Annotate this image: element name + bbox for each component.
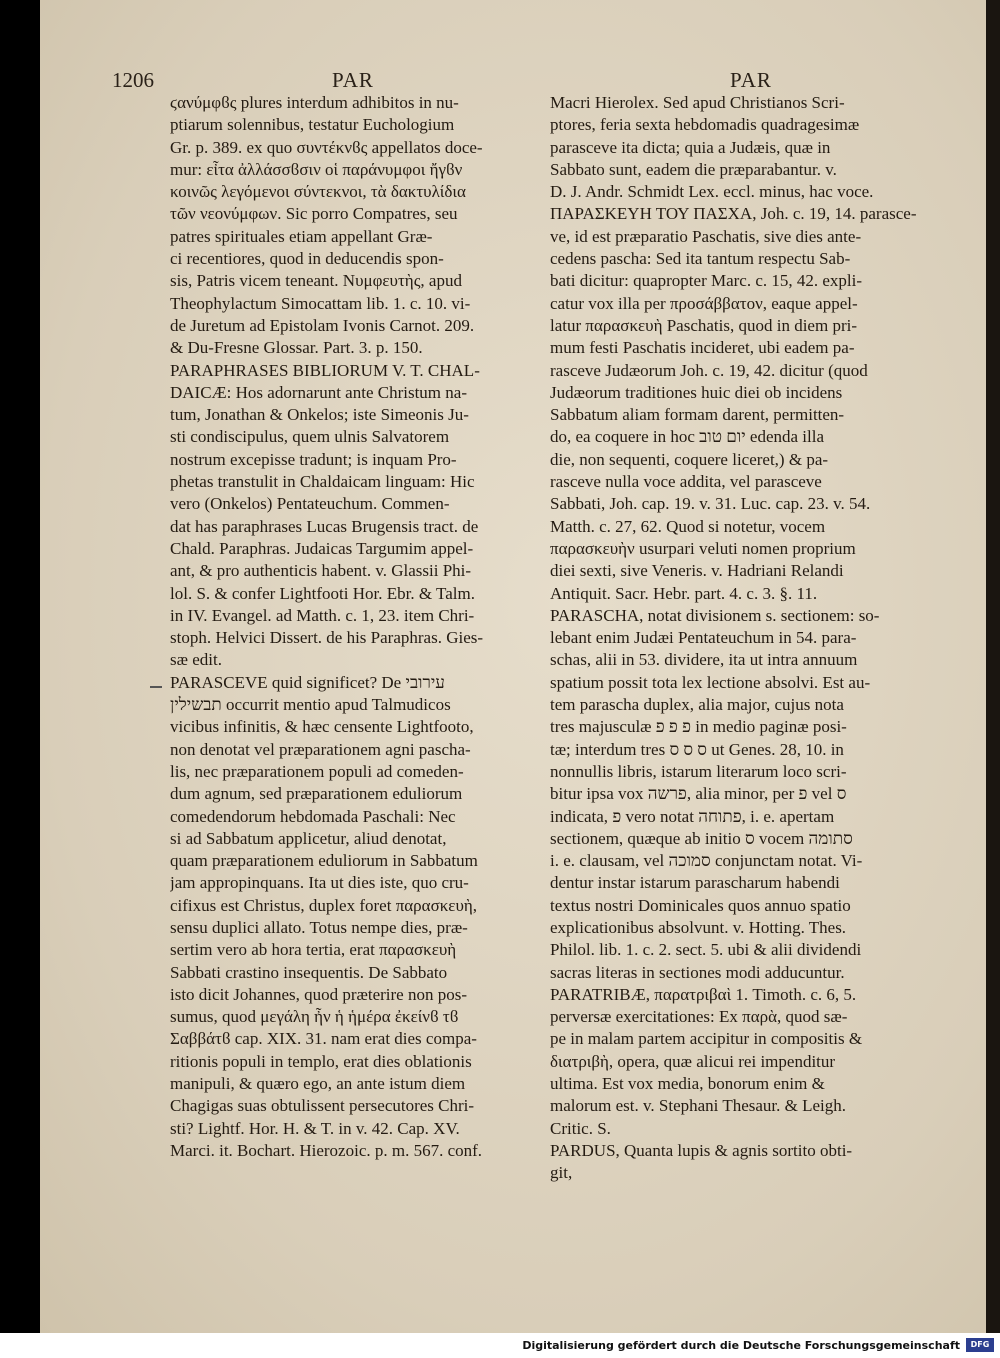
text-line: tum, Jonathan & Onkelos; iste Simeonis Ju- bbox=[170, 405, 469, 425]
text-line: i. e. clausam, vel סמוכה conjunctam notat. Vi- bbox=[550, 851, 863, 871]
book-page bbox=[40, 0, 986, 1333]
footer-bar bbox=[0, 1333, 1000, 1358]
text-line: Philol. lib. 1. c. 2. sect. 5. ubi & alii dividendi bbox=[550, 940, 862, 960]
text-line: ci recentiores, quod in deducendis spon- bbox=[170, 249, 444, 269]
text-line: jam appropinquans. Ita ut dies iste, quo cru- bbox=[170, 873, 469, 893]
text-line: Chald. Paraphras. Judaicas Targumim appel- bbox=[170, 538, 474, 558]
text-line: lebant enim Judæi Pentateuchum in 54. para- bbox=[550, 628, 857, 648]
text-line: malorum est. v. Stephani Thesaur. & Leigh. bbox=[550, 1096, 847, 1116]
text-line: ΠΑΡΑΣΚΕΥΗ ΤΟΥ ΠΑΣΧΑ, Joh. c. 19, 14. parasce- bbox=[550, 204, 917, 224]
text-line: DAICÆ: Hos adornarunt ante Christum na- bbox=[170, 382, 467, 402]
text-line: cifixus est Christus, duplex foret παρασκευὴ, bbox=[170, 895, 477, 915]
text-line: sumus, quod μεγάλη ἦν ἡ ἡμέρα ἐκείνϐ τϐ bbox=[170, 1007, 459, 1027]
text-line: & Du-Fresne Glossar. Part. 3. p. 150. bbox=[170, 338, 423, 358]
text-line: תבשילין occurrit mentio apud Talmudicos bbox=[170, 695, 451, 715]
text-line: rasceve Judæorum Joh. c. 19, 42. dicitur (quod bbox=[550, 360, 868, 380]
text-line: sensu duplici allato. Totus nempe dies, præ- bbox=[170, 917, 468, 937]
text-line: Marci. it. Bochart. Hierozoic. p. m. 567. conf. bbox=[170, 1140, 483, 1160]
left-column bbox=[170, 92, 555, 1162]
text-line: PARAPHRASES BIBLIORUM V. T. CHAL- bbox=[170, 360, 480, 380]
text-line: Sabbatum aliam formam darent, permitten- bbox=[550, 405, 845, 425]
text-line: die, non sequenti, coquere liceret,) & pa- bbox=[550, 449, 829, 469]
text-line: D. J. Andr. Schmidt Lex. eccl. minus, hac voce. bbox=[550, 182, 874, 202]
text-line: phetas transtulit in Chaldaicam linguam: Hic bbox=[170, 472, 475, 492]
text-line: Sabbati crastino insequentis. De Sabbato bbox=[170, 962, 448, 982]
text-line: bati dicitur: quapropter Marc. c. 15, 42. expli- bbox=[550, 271, 863, 291]
text-line: sti condiscipulus, quem ulnis Salvatorem bbox=[170, 427, 450, 447]
text-line: nonnullis libris, istarum literarum loco scri- bbox=[550, 761, 847, 781]
text-line: Judæorum traditiones huic diei ob incidens bbox=[550, 382, 843, 402]
text-line: Chagigas suas obtulissent persecutores Chri- bbox=[170, 1096, 475, 1116]
text-line: isto dicit Johannes, quod præterire non pos- bbox=[170, 984, 467, 1004]
text-line: Critic. S. bbox=[550, 1118, 611, 1138]
text-line: Theophylactum Simocattam lib. 1. c. 10. vi- bbox=[170, 293, 471, 313]
text-line: PARASCEVE quid significet? De עירובי bbox=[170, 672, 445, 692]
text-line: dum agnum, sed præparationem eduliorum bbox=[170, 784, 463, 804]
text-line: sis, Patris vicem teneant. Νυμφευτὴς, apud bbox=[170, 271, 462, 291]
text-line: sertim vero ab hora tertia, erat παρασκευὴ bbox=[170, 940, 457, 960]
text-line: pe in malam partem accipitur in compositis & bbox=[550, 1029, 863, 1049]
text-line: nostrum excepisse tradunt; is inquam Pro- bbox=[170, 449, 457, 469]
text-line: Sabbato sunt, eadem die præparabantur. v. bbox=[550, 159, 837, 179]
text-line: Sabbati, Joh. cap. 19. v. 31. Luc. cap. 23. v. 54. bbox=[550, 494, 871, 514]
text-line: do, ea coquere in hoc יום טוב edenda illa bbox=[550, 427, 825, 447]
text-line: ritionis populi in templo, erat dies oblationis bbox=[170, 1051, 472, 1071]
text-line: spatium possit tota lex lectione absolvi. Est au- bbox=[550, 672, 871, 692]
text-line: sæ edit. bbox=[170, 650, 222, 670]
text-line: dentur instar istarum parascharum habendi bbox=[550, 873, 840, 893]
text-line: ptiarum solennibus, testatur Euchologium bbox=[170, 115, 455, 135]
text-line: ultima. Est vox media, bonorum enim & bbox=[550, 1074, 825, 1094]
text-line: sacras literas in sectiones modi adducuntur. bbox=[550, 962, 845, 982]
text-line: latur παρασκευὴ Paschatis, quod in diem pri- bbox=[550, 315, 857, 335]
text-line: cedens pascha: Sed ita tantum respectu Sab- bbox=[550, 249, 851, 269]
text-line: mum festi Paschatis incideret, ubi eadem pa- bbox=[550, 338, 855, 358]
text-line: parasceve ita dicta; quia a Judæis, quæ in bbox=[550, 137, 831, 157]
text-line: comedendorum hebdomada Paschali: Nec bbox=[170, 806, 456, 826]
text-line: tres majusculæ פ פ פ in medio paginæ posi- bbox=[550, 717, 847, 737]
text-line: git, bbox=[550, 1163, 573, 1183]
text-line: lis, nec præparationem populi ad comeden- bbox=[170, 761, 464, 781]
text-line: diei sexti, sive Veneris. v. Hadriani Relandi bbox=[550, 561, 844, 581]
text-line: PARATRIBÆ, παρατριβαὶ 1. Timoth. c. 6, 5. bbox=[550, 984, 857, 1004]
footer-credit: Digitalisierung gefördert durch die Deutsche Forschungsgemeinschaft bbox=[522, 1339, 960, 1352]
text-line: vero (Onkelos) Pentateuchum. Commen- bbox=[170, 494, 450, 514]
text-line: PARASCHA, notat divisionem s. sectionem: so- bbox=[550, 605, 880, 625]
text-line: explicationibus absolvunt. v. Hotting. Thes. bbox=[550, 917, 847, 937]
text-line: rasceve nulla voce addita, vel parasceve bbox=[550, 472, 822, 492]
page-number: 1206 bbox=[112, 68, 154, 92]
text-line: si ad Sabbatum applicetur, aliud denotat, bbox=[170, 828, 447, 848]
text-line: vicibus infinitis, & hæc censente Lightfooto, bbox=[170, 717, 474, 737]
text-line: παρασκευὴν usurpari veluti nomen proprium bbox=[550, 538, 856, 558]
text-line: catur vox illa per προσάββατον, eaque appel- bbox=[550, 293, 858, 313]
text-line: quam præparationem eduliorum in Sabbatum bbox=[170, 851, 478, 871]
text-line: Gr. p. 389. ex quo συντέκνϐς appellatos doce- bbox=[170, 137, 483, 157]
right-column bbox=[550, 92, 962, 1185]
text-line: lol. S. & confer Lightfooti Hor. Ebr. & Talm. bbox=[170, 583, 475, 603]
text-line: Antiquit. Sacr. Hebr. part. 4. c. 3. §. 11. bbox=[550, 583, 818, 603]
text-line: ϛανύμφϐς plures interdum adhibitos in nu- bbox=[170, 93, 459, 112]
text-line: stoph. Helvici Dissert. de his Paraphras. Gies- bbox=[170, 628, 484, 648]
text-line: mur: εἶτα ἀλλάσσϐσιν οἱ παράνυμφοι ἤγϐν bbox=[170, 159, 463, 179]
text-line: tem parascha duplex, alia major, cujus nota bbox=[550, 695, 844, 715]
text-line: Macri Hierolex. Sed apud Christianos Scri- bbox=[550, 93, 845, 112]
text-line: in IV. Evangel. ad Matth. c. 1, 23. item Chri- bbox=[170, 605, 475, 625]
text-line: τῶν νεονύμφων. Sic porro Compatres, seu bbox=[170, 204, 458, 224]
text-line: textus nostri Dominicales quos annuo spatio bbox=[550, 895, 851, 915]
text-line: κοινῶς λεγόμενοι σύντεκνοι, τὰ δακτυλίδια bbox=[170, 182, 466, 202]
text-line: indicata, פ vero notat פתוחה, i. e. apertam bbox=[550, 806, 835, 826]
text-line: bitur ipsa vox פרשה, alia minor, per פ vel ס bbox=[550, 784, 847, 804]
text-line: sectionem, quæque ab initio ס vocem סתומה bbox=[550, 828, 853, 848]
text-line: ve, id est præparatio Paschatis, sive dies ante- bbox=[550, 226, 862, 246]
text-line: ant, & pro authenticis habent. v. Glassii Phi- bbox=[170, 561, 472, 581]
margin-mark bbox=[150, 686, 162, 688]
text-line: Σαββάτϐ cap. XIX. 31. nam erat dies compa- bbox=[170, 1029, 477, 1049]
text-line: manipuli, & quæro ego, an ante istum diem bbox=[170, 1074, 466, 1094]
page-header bbox=[40, 68, 986, 94]
dfg-logo-icon: DFG bbox=[966, 1338, 994, 1352]
text-line: dat has paraphrases Lucas Brugensis tract. de bbox=[170, 516, 479, 536]
text-line: ptores, feria sexta hebdomadis quadragesimæ bbox=[550, 115, 860, 135]
right-running-head: PAR bbox=[730, 68, 772, 92]
scan-edge bbox=[986, 0, 1000, 1333]
left-running-head: PAR bbox=[332, 68, 374, 92]
text-line: schas, alii in 53. dividere, ita ut intra annuum bbox=[550, 650, 858, 670]
text-line: patres spirituales etiam appellant Græ- bbox=[170, 226, 433, 246]
text-line: non denotat vel præparationem agni pascha- bbox=[170, 739, 471, 759]
text-line: tæ; interdum tres ס ס ס ut Genes. 28, 10. in bbox=[550, 739, 844, 759]
text-line: Matth. c. 27, 62. Quod si notetur, vocem bbox=[550, 516, 826, 536]
text-line: de Juretum ad Epistolam Ivonis Carnot. 209. bbox=[170, 315, 475, 335]
text-line: διατριβὴ, opera, quæ alicui rei impenditur bbox=[550, 1051, 836, 1071]
text-line: perversæ exercitationes: Ex παρὰ, quod sæ- bbox=[550, 1007, 848, 1027]
text-line: PARDUS, Quanta lupis & agnis sortito obti- bbox=[550, 1140, 853, 1160]
text-line: sti? Lightf. Hor. H. & T. in v. 42. Cap. XV. bbox=[170, 1118, 460, 1138]
